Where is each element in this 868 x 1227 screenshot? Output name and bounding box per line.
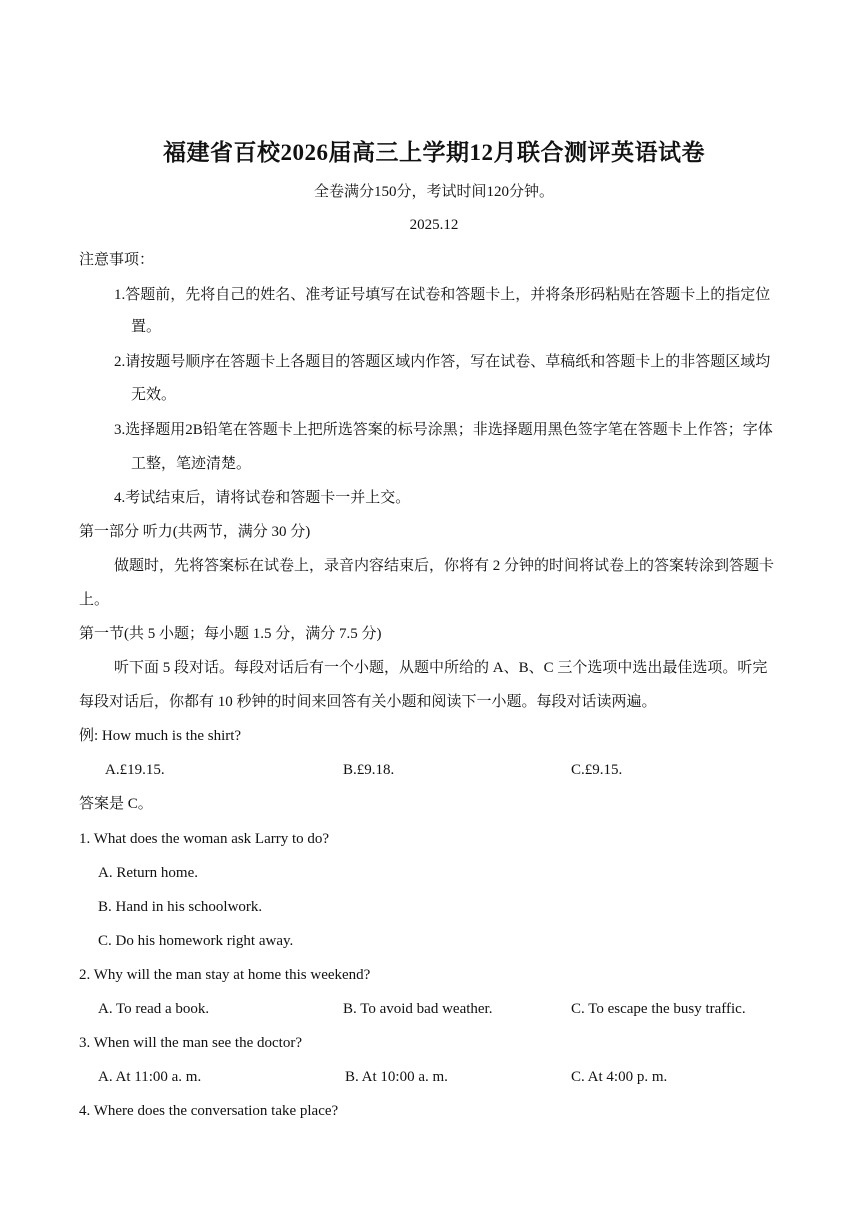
question-1-stem: 1. What does the woman ask Larry to do? [79,831,330,847]
note-2-line-2: 无效。 [131,387,177,403]
note-3-line-2: 工整，笔迹清楚。 [131,456,252,472]
notes-heading: 注意事项： [79,252,155,268]
question-2-stem: 2. Why will the man stay at home this weekend? [79,967,371,983]
note-1-line-1: 1.答题前，先将自己的姓名、准考证号填写在试卷和答题卡上，并将条形码粘贴在答题卡上的指定位 [114,287,771,303]
question-1-option-a: A. Return home. [98,865,198,881]
part1-instruction-line-1: 做题时，先将答案标在试卷上，录音内容结束后，你将有 2 分钟的时间将试卷上的答案转涂到答题卡 [114,558,775,574]
part1-heading: 第一部分 听力(共两节，满分 30 分) [79,524,311,540]
exam-info: 全卷满分150分，考试时间120分钟。 [313,184,554,200]
example-question: 例: How much is the shirt? [79,728,242,744]
question-3-option-c: C. At 4:00 p. m. [571,1069,668,1085]
part1-instruction-line-2: 上。 [79,592,110,608]
question-3-stem: 3. When will the man see the doctor? [79,1035,302,1051]
section1-instruction-line-2: 每段对话后，你都有 10 秒钟的时间来回答有关小题和阅读下一小题。每段对话读两遍。 [79,694,657,710]
note-2-line-1: 2.请按题号顺序在答题卡上各题目的答题区域内作答，写在试卷、草稿纸和答题卡上的非答题区域均 [114,354,771,370]
question-1-option-b: B. Hand in his schoolwork. [98,899,263,915]
example-option-b: B.£9.18. [343,762,395,778]
question-1-option-c: C. Do his homework right away. [98,933,294,949]
section1-instruction-line-1: 听下面 5 段对话。每段对话后有一个小题，从题中所给的 A、B、C 三个选项中选出最佳选项。听完 [114,660,768,676]
example-answer: 答案是 C。 [79,796,153,812]
question-2-option-a: A. To read a book. [98,1001,210,1017]
exam-date: 2025.12 [409,217,459,233]
section1-heading: 第一节(共 5 小题；每小题 1.5 分，满分 7.5 分) [79,626,382,642]
question-3-option-a: A. At 11:00 a. m. [98,1069,202,1085]
page-title: 福建省百校2026届高三上学期12月联合测评英语试卷 [163,140,705,165]
note-3-line-1: 3.选择题用2B铅笔在答题卡上把所选答案的标号涂黑；非选择题用黑色签字笔在答题卡上作答；字体 [114,422,773,438]
note-1-line-2: 置。 [131,319,162,335]
question-3-option-b: B. At 10:00 a. m. [345,1069,448,1085]
question-4-stem: 4. Where does the conversation take place? [79,1103,339,1119]
question-2-option-b: B. To avoid bad weather. [343,1001,493,1017]
question-2-option-c: C. To escape the busy traffic. [571,1001,746,1017]
example-option-a: A.£19.15. [105,762,165,778]
note-4: 4.考试结束后，请将试卷和答题卡一并上交。 [114,490,411,506]
example-option-c: C.£9.15. [571,762,623,778]
